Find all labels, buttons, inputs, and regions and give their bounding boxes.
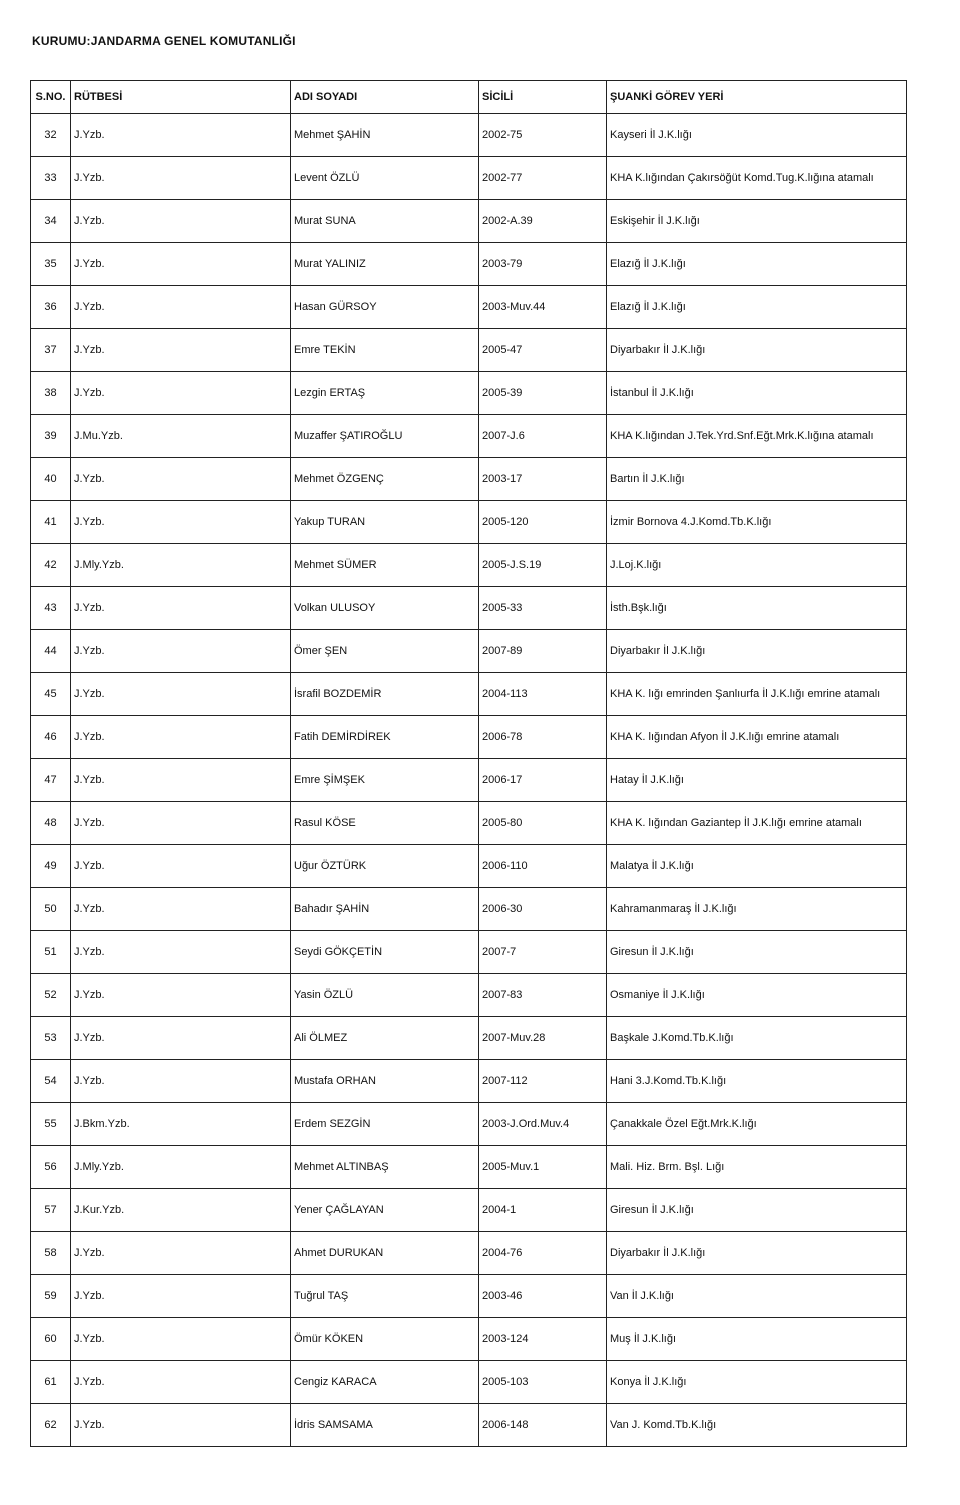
cell-registry: 2005-33 xyxy=(479,587,607,630)
cell-name: Fatih DEMİRDİREK xyxy=(291,716,479,759)
cell-no: 44 xyxy=(31,630,71,673)
cell-name: İsrafil BOZDEMİR xyxy=(291,673,479,716)
cell-no: 32 xyxy=(31,114,71,157)
table-row xyxy=(31,286,907,329)
cell-name: Mehmet ÖZGENÇ xyxy=(291,458,479,501)
cell-name: Levent ÖZLÜ xyxy=(291,157,479,200)
cell-no: 45 xyxy=(31,673,71,716)
cell-rank: J.Yzb. xyxy=(71,1232,291,1275)
cell-duty: KHA K. lığından Gaziantep İl J.K.lığı emrine atamalı xyxy=(607,802,907,845)
cell-registry: 2006-17 xyxy=(479,759,607,802)
cell-duty: Mali. Hiz. Brm. Bşl. Lığı xyxy=(607,1146,907,1189)
cell-no: 39 xyxy=(31,415,71,458)
cell-rank: J.Yzb. xyxy=(71,501,291,544)
cell-name: Ali ÖLMEZ xyxy=(291,1017,479,1060)
cell-name: Bahadır ŞAHİN xyxy=(291,888,479,931)
table-row xyxy=(31,1103,907,1146)
cell-no: 61 xyxy=(31,1361,71,1404)
table-row xyxy=(31,1017,907,1060)
cell-registry: 2007-112 xyxy=(479,1060,607,1103)
cell-no: 59 xyxy=(31,1275,71,1318)
cell-no: 47 xyxy=(31,759,71,802)
cell-name: Murat SUNA xyxy=(291,200,479,243)
cell-registry: 2005-Muv.1 xyxy=(479,1146,607,1189)
cell-no: 48 xyxy=(31,802,71,845)
cell-registry: 2004-1 xyxy=(479,1189,607,1232)
cell-no: 37 xyxy=(31,329,71,372)
cell-no: 43 xyxy=(31,587,71,630)
table-row xyxy=(31,1146,907,1189)
table-row xyxy=(31,1318,907,1361)
cell-registry: 2005-J.S.19 xyxy=(479,544,607,587)
cell-rank: J.Mly.Yzb. xyxy=(71,1146,291,1189)
cell-rank: J.Yzb. xyxy=(71,1275,291,1318)
cell-no: 58 xyxy=(31,1232,71,1275)
cell-duty: J.Loj.K.lığı xyxy=(607,544,907,587)
cell-no: 49 xyxy=(31,845,71,888)
cell-rank: J.Yzb. xyxy=(71,372,291,415)
table-row xyxy=(31,888,907,931)
cell-registry: 2007-83 xyxy=(479,974,607,1017)
table-row xyxy=(31,200,907,243)
cell-name: Mehmet ALTINBAŞ xyxy=(291,1146,479,1189)
cell-name: Mehmet ŞAHİN xyxy=(291,114,479,157)
table-body xyxy=(31,114,907,1447)
table-row xyxy=(31,630,907,673)
cell-rank: J.Mu.Yzb. xyxy=(71,415,291,458)
table-row xyxy=(31,802,907,845)
cell-name: Rasul KÖSE xyxy=(291,802,479,845)
table-header xyxy=(31,81,907,114)
cell-name: Yakup TURAN xyxy=(291,501,479,544)
cell-rank: J.Yzb. xyxy=(71,845,291,888)
cell-rank: J.Bkm.Yzb. xyxy=(71,1103,291,1146)
document-heading: KURUMU:JANDARMA GENEL KOMUTANLIĞI xyxy=(32,34,296,48)
table-row xyxy=(31,931,907,974)
cell-rank: J.Yzb. xyxy=(71,1017,291,1060)
cell-no: 50 xyxy=(31,888,71,931)
table-row xyxy=(31,1189,907,1232)
cell-name: Ahmet DURUKAN xyxy=(291,1232,479,1275)
cell-duty: Osmaniye İl J.K.lığı xyxy=(607,974,907,1017)
cell-name: Muzaffer ŞATIROĞLU xyxy=(291,415,479,458)
cell-rank: J.Kur.Yzb. xyxy=(71,1189,291,1232)
cell-duty: Diyarbakır İl J.K.lığı xyxy=(607,1232,907,1275)
table-row xyxy=(31,458,907,501)
table-row xyxy=(31,329,907,372)
header-registry: SİCİLİ xyxy=(479,81,607,114)
table-row xyxy=(31,372,907,415)
table-row xyxy=(31,673,907,716)
cell-registry: 2005-120 xyxy=(479,501,607,544)
cell-registry: 2006-78 xyxy=(479,716,607,759)
cell-registry: 2003-79 xyxy=(479,243,607,286)
cell-duty: Van J. Komd.Tb.K.lığı xyxy=(607,1404,907,1447)
cell-no: 33 xyxy=(31,157,71,200)
cell-name: Emre TEKİN xyxy=(291,329,479,372)
table-row xyxy=(31,1404,907,1447)
table-row xyxy=(31,1275,907,1318)
cell-rank: J.Yzb. xyxy=(71,673,291,716)
cell-no: 36 xyxy=(31,286,71,329)
cell-registry: 2005-47 xyxy=(479,329,607,372)
cell-registry: 2002-A.39 xyxy=(479,200,607,243)
table-row xyxy=(31,415,907,458)
cell-registry: 2007-89 xyxy=(479,630,607,673)
cell-registry: 2006-30 xyxy=(479,888,607,931)
cell-rank: J.Yzb. xyxy=(71,1404,291,1447)
cell-name: Erdem SEZGİN xyxy=(291,1103,479,1146)
cell-name: Hasan GÜRSOY xyxy=(291,286,479,329)
table-row xyxy=(31,587,907,630)
cell-name: Volkan ULUSOY xyxy=(291,587,479,630)
cell-registry: 2003-J.Ord.Muv.4 xyxy=(479,1103,607,1146)
cell-duty: Hani 3.J.Komd.Tb.K.lığı xyxy=(607,1060,907,1103)
cell-rank: J.Mly.Yzb. xyxy=(71,544,291,587)
cell-rank: J.Yzb. xyxy=(71,974,291,1017)
table-row xyxy=(31,157,907,200)
table-row xyxy=(31,1060,907,1103)
cell-name: Yasin ÖZLÜ xyxy=(291,974,479,1017)
cell-registry: 2006-110 xyxy=(479,845,607,888)
cell-duty: KHA K. lığı emrinden Şanlıurfa İl J.K.lığı emrine atamalı xyxy=(607,673,907,716)
cell-registry: 2007-7 xyxy=(479,931,607,974)
cell-no: 42 xyxy=(31,544,71,587)
header-duty: ŞUANKİ GÖREV YERİ xyxy=(607,81,907,114)
cell-no: 57 xyxy=(31,1189,71,1232)
cell-duty: Malatya İl J.K.lığı xyxy=(607,845,907,888)
cell-rank: J.Yzb. xyxy=(71,329,291,372)
personnel-table xyxy=(30,80,907,1447)
cell-duty: Elazığ İl J.K.lığı xyxy=(607,286,907,329)
cell-registry: 2004-113 xyxy=(479,673,607,716)
cell-no: 46 xyxy=(31,716,71,759)
cell-no: 55 xyxy=(31,1103,71,1146)
cell-rank: J.Yzb. xyxy=(71,286,291,329)
cell-duty: İzmir Bornova 4.J.Komd.Tb.K.lığı xyxy=(607,501,907,544)
cell-name: Mustafa ORHAN xyxy=(291,1060,479,1103)
cell-duty: Başkale J.Komd.Tb.K.lığı xyxy=(607,1017,907,1060)
cell-rank: J.Yzb. xyxy=(71,759,291,802)
cell-registry: 2005-103 xyxy=(479,1361,607,1404)
cell-rank: J.Yzb. xyxy=(71,458,291,501)
cell-no: 38 xyxy=(31,372,71,415)
cell-duty: Diyarbakır İl J.K.lığı xyxy=(607,329,907,372)
header-rank: RÜTBESİ xyxy=(71,81,291,114)
cell-name: Uğur ÖZTÜRK xyxy=(291,845,479,888)
cell-duty: Kayseri İl J.K.lığı xyxy=(607,114,907,157)
cell-registry: 2003-Muv.44 xyxy=(479,286,607,329)
cell-rank: J.Yzb. xyxy=(71,802,291,845)
cell-name: Cengiz KARACA xyxy=(291,1361,479,1404)
cell-duty: Diyarbakır İl J.K.lığı xyxy=(607,630,907,673)
cell-duty: KHA K.lığından Çakırsöğüt Komd.Tug.K.lığına atamalı xyxy=(607,157,907,200)
cell-rank: J.Yzb. xyxy=(71,587,291,630)
cell-duty: Giresun İl J.K.lığı xyxy=(607,931,907,974)
cell-rank: J.Yzb. xyxy=(71,931,291,974)
cell-duty: Çanakkale Özel Eğt.Mrk.K.lığı xyxy=(607,1103,907,1146)
cell-rank: J.Yzb. xyxy=(71,1361,291,1404)
table-row xyxy=(31,243,907,286)
cell-registry: 2007-Muv.28 xyxy=(479,1017,607,1060)
cell-name: Murat YALINIZ xyxy=(291,243,479,286)
cell-registry: 2006-148 xyxy=(479,1404,607,1447)
table-row xyxy=(31,974,907,1017)
cell-rank: J.Yzb. xyxy=(71,157,291,200)
cell-duty: KHA K.lığından J.Tek.Yrd.Snf.Eğt.Mrk.K.lığına atamalı xyxy=(607,415,907,458)
cell-duty: Kahramanmaraş İl J.K.lığı xyxy=(607,888,907,931)
cell-no: 56 xyxy=(31,1146,71,1189)
cell-registry: 2003-124 xyxy=(479,1318,607,1361)
cell-name: Yener ÇAĞLAYAN xyxy=(291,1189,479,1232)
cell-registry: 2003-46 xyxy=(479,1275,607,1318)
cell-registry: 2003-17 xyxy=(479,458,607,501)
cell-no: 54 xyxy=(31,1060,71,1103)
header-no: S.NO. xyxy=(31,81,71,114)
cell-registry: 2002-77 xyxy=(479,157,607,200)
cell-duty: Hatay İl J.K.lığı xyxy=(607,759,907,802)
cell-rank: J.Yzb. xyxy=(71,114,291,157)
cell-duty: Bartın İl J.K.lığı xyxy=(607,458,907,501)
cell-no: 41 xyxy=(31,501,71,544)
table-row xyxy=(31,716,907,759)
table-row xyxy=(31,544,907,587)
cell-duty: KHA K. lığından Afyon İl J.K.lığı emrine atamalı xyxy=(607,716,907,759)
cell-rank: J.Yzb. xyxy=(71,630,291,673)
cell-registry: 2007-J.6 xyxy=(479,415,607,458)
cell-name: Lezgin ERTAŞ xyxy=(291,372,479,415)
cell-no: 34 xyxy=(31,200,71,243)
cell-rank: J.Yzb. xyxy=(71,243,291,286)
cell-name: Ömür KÖKEN xyxy=(291,1318,479,1361)
table-row xyxy=(31,1232,907,1275)
cell-duty: Elazığ İl J.K.lığı xyxy=(607,243,907,286)
table-row xyxy=(31,114,907,157)
header-row xyxy=(31,81,907,114)
cell-rank: J.Yzb. xyxy=(71,716,291,759)
cell-name: Ömer ŞEN xyxy=(291,630,479,673)
table-row xyxy=(31,501,907,544)
cell-name: İdris SAMSAMA xyxy=(291,1404,479,1447)
cell-duty: Eskişehir İl J.K.lığı xyxy=(607,200,907,243)
cell-duty: Van İl J.K.lığı xyxy=(607,1275,907,1318)
cell-no: 35 xyxy=(31,243,71,286)
cell-registry: 2002-75 xyxy=(479,114,607,157)
cell-rank: J.Yzb. xyxy=(71,1060,291,1103)
cell-name: Mehmet SÜMER xyxy=(291,544,479,587)
cell-rank: J.Yzb. xyxy=(71,888,291,931)
cell-registry: 2004-76 xyxy=(479,1232,607,1275)
cell-name: Emre ŞİMŞEK xyxy=(291,759,479,802)
header-name: ADI SOYADI xyxy=(291,81,479,114)
cell-duty: İstanbul İl J.K.lığı xyxy=(607,372,907,415)
cell-registry: 2005-80 xyxy=(479,802,607,845)
cell-no: 40 xyxy=(31,458,71,501)
table-row xyxy=(31,845,907,888)
cell-no: 53 xyxy=(31,1017,71,1060)
cell-no: 60 xyxy=(31,1318,71,1361)
cell-rank: J.Yzb. xyxy=(71,1318,291,1361)
cell-no: 62 xyxy=(31,1404,71,1447)
table-row xyxy=(31,1361,907,1404)
cell-duty: Muş İl J.K.lığı xyxy=(607,1318,907,1361)
cell-no: 52 xyxy=(31,974,71,1017)
cell-registry: 2005-39 xyxy=(479,372,607,415)
cell-name: Seydi GÖKÇETİN xyxy=(291,931,479,974)
cell-duty: İsth.Bşk.lığı xyxy=(607,587,907,630)
cell-no: 51 xyxy=(31,931,71,974)
cell-rank: J.Yzb. xyxy=(71,200,291,243)
cell-name: Tuğrul TAŞ xyxy=(291,1275,479,1318)
table-row xyxy=(31,759,907,802)
cell-duty: Konya İl J.K.lığı xyxy=(607,1361,907,1404)
cell-duty: Giresun İl J.K.lığı xyxy=(607,1189,907,1232)
